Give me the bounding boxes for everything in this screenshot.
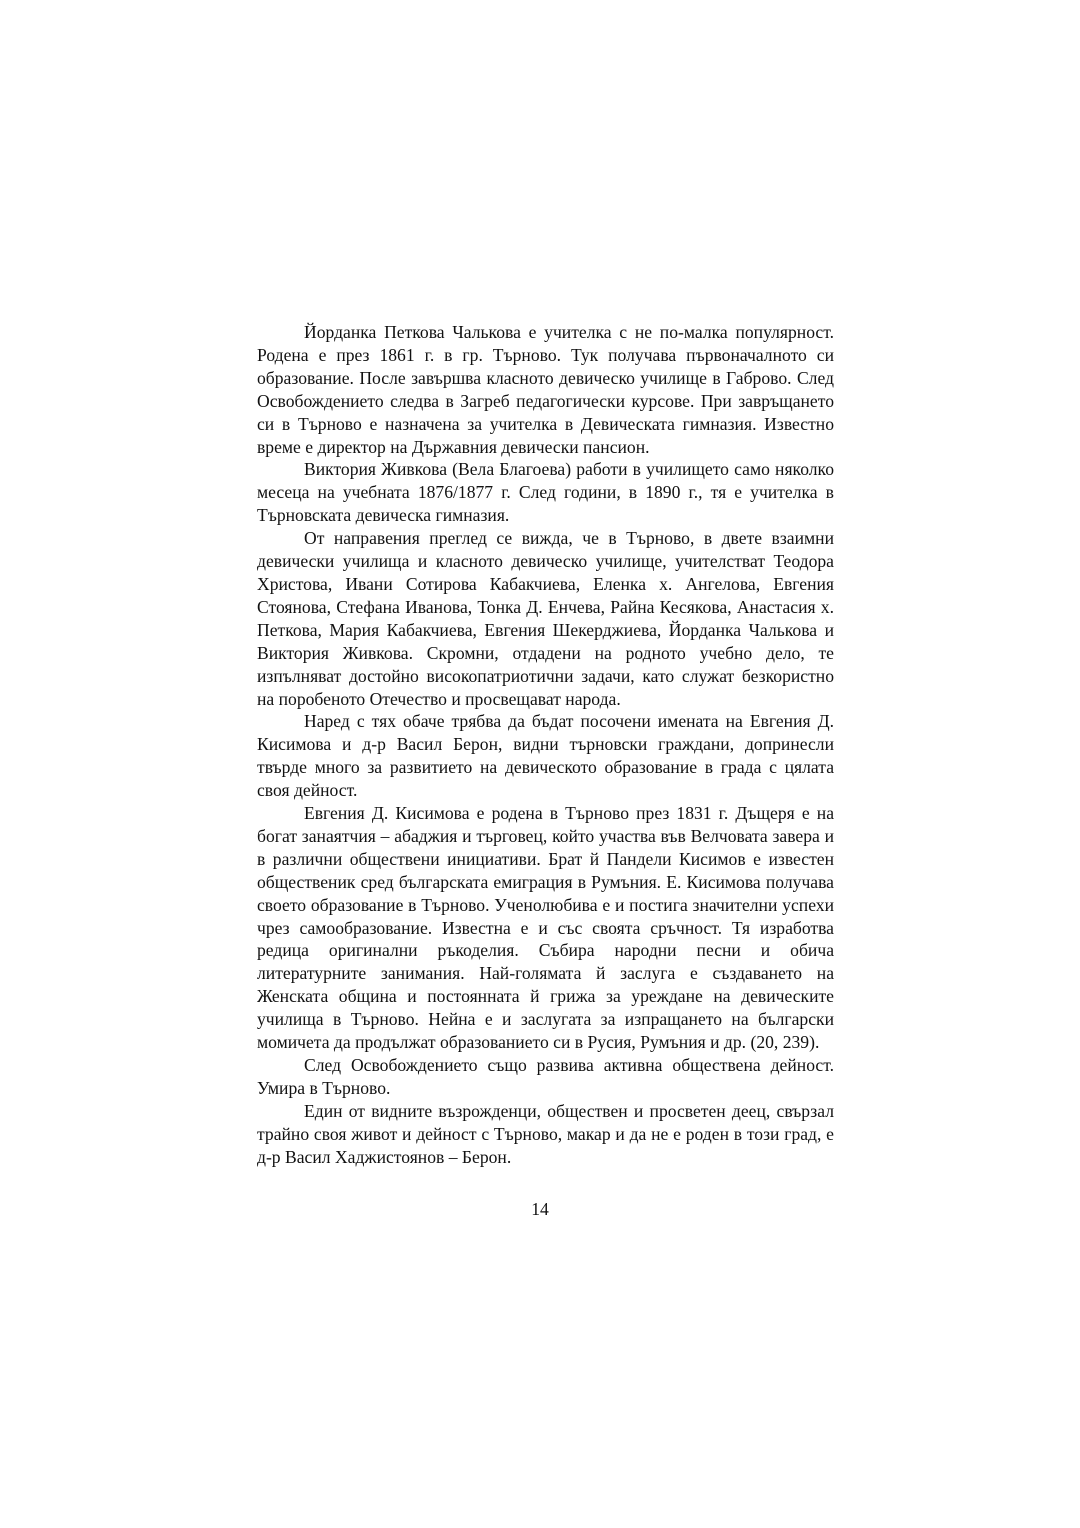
paragraph-after-liberation: След Освобождението също развива активна обществена дейност. Умира в Търново. (257, 1055, 834, 1098)
paragraph-beron-intro: Един от видните възрожденци, обществен и просветен деец, свързал трайно своя живот и дейност с Търново, макар и да не е роден в този град, е д-р Васил Хаджистоянов – Берон. (257, 1100, 834, 1167)
paragraph-chalkova: Йорданка Петкова Чалькова е учителка с не по-малка популярност. Родена е през 1861 г. в гр. Търново. Тук получава първоначалното си образование. После завършва класното девическо училище в Габрово. След Освобождението следва в Загреб педагогически курсове. При завръщането си в Търново е назначена за учителка в Девическата гимназия. Известно време е директор на Държавния девически пансион. (257, 322, 834, 457)
text-block (257, 321, 834, 1169)
page-body (257, 321, 834, 1169)
paragraph-zhivkova: Виктория Живкова (Вела Благоева) работи в училището само няколко месеца на учебната 1876/1877 г. След години, в 1890 г., тя е учителка в Търновската девическа гимназия. (257, 459, 834, 526)
paragraph-kisimova-biography: Евгения Д. Кисимова е родена в Търново през 1831 г. Дъщеря е на богат занаятчия – абаджия и търговец, който участва във Велчовата завера и в различни обществени инициативи. Брат й Пандели Кисимов е известен общественик сред българската емиграция в Румъния. Е. Кисимова получава своето образование в Търново. Ученолюбива е и постига значителни успехи чрез самообразование. Известна е и със своята сръчност. Тя изработва редица оригинални ръкоделия. Събира народни песни и обича литературните занимания. Най-голямата й заслуга е създаването на Женската община и постоянната й грижа за уреждане на девическите училища в Търново. Нейна е и заслугата за изпращането на български момичета да продължат образованието си в Русия, Румъния и др. (20, 239). (257, 803, 834, 1053)
page-number: 14 (531, 1199, 549, 1219)
paragraph-kisimova-beron-intro: Наред с тях обаче трябва да бъдат посочени имената на Евгения Д. Кисимова и д-р Васил Берон, видни търновски граждани, допринесли твърде много за развитието на девическото образование в града с цялата своя дейност. (257, 711, 834, 801)
paragraph-teachers-review: От направения преглед се вижда, че в Търново, в двете взаимни девически училища и класното девическо училище, учителстват Теодора Христова, Ивани Сотирова Кабакчиева, Еленка х. Ангелова, Евгения Стоянова, Стефана Иванова, Тонка Д. Енчева, Райна Кесякова, Анастасия х. Петкова, Мария Кабакчиева, Евгения Шекерджиева, Йорданка Чалькова и Виктория Живкова. Скромни, отдадени на родното учебно дело, те изпълняват достойно високопатриотични задачи, като служат безкористно на поробеното Отечество и просвещават народа. (257, 528, 834, 709)
